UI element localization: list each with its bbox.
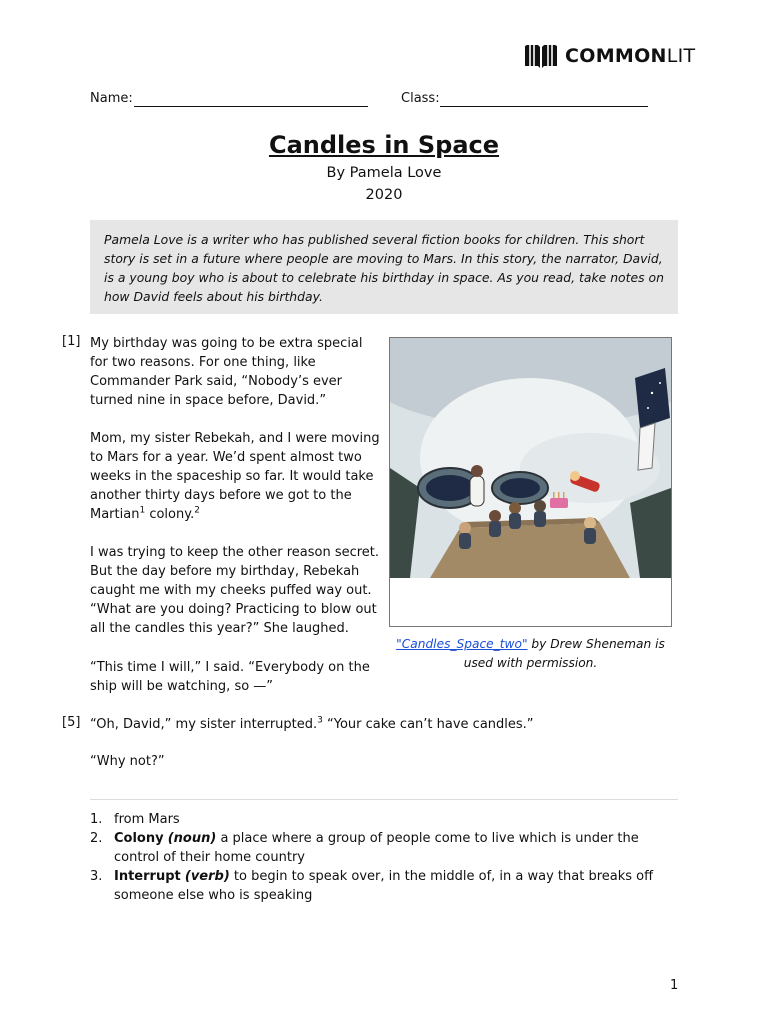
footnote-divider [90, 799, 678, 800]
intro-box [90, 220, 678, 314]
story-illustration [389, 337, 672, 627]
footnote-3: 3. Interrupt (verb) to begin to speak over, in the middle of, in a way that breaks off someone else who is speaking [90, 869, 654, 903]
name-field[interactable] [134, 106, 368, 107]
class-label: Class: [401, 91, 440, 106]
page-title: Candles in Space [268, 131, 500, 159]
page-number: 1 [670, 978, 679, 993]
name-label: Name: [90, 91, 133, 106]
logo-text: COMMONLIT [565, 45, 696, 67]
paragraph-2: Mom, my sister Rebekah, and I were moving to Mars for a year. We’d spent almost two weeks in the spaceship so far. It would take another thirty days before we got to the Martian$^1$ colony.$^2$ [90, 431, 380, 522]
paragraph-5: “Oh, David,” my sister interrupted.$^3$ “Your cake can’t have candles.” [90, 715, 534, 732]
publication-year: 2020 [365, 187, 403, 203]
image-caption: "Candles_Space_two" by Drew Sheneman is used with permission. [396, 637, 665, 670]
footnote-2: 2. Colony (noun) a place where a group of people come to live which is under the control of their home country [90, 831, 639, 865]
footnote-1: 1. from Mars [90, 812, 180, 827]
paragraph-number-5: [5] [62, 715, 81, 730]
paragraph-3: I was trying to keep the other reason secret. But the day before my birthday, Rebekah caught me with my cheeks puffed way out. “What are you doing? Practicing to blow out all the candles this year?” She laughed. [90, 545, 380, 636]
intro-text: Pamela Love is a writer who has published several fiction books for children. This short story is set in a future where people are moving to Mars. In this story, the narrator, David, is a young boy who is about to celebrate his birthday in space. As you read, take notes on how David feels about his birthday. [104, 232, 664, 304]
open-book-icon [523, 42, 559, 70]
author-line: By Pamela Love [326, 165, 442, 181]
commonlit-logo [523, 42, 695, 70]
class-field[interactable] [440, 106, 648, 107]
paragraph-4: “This time I will,” I said. “Everybody on the ship will be watching, so —” [90, 660, 370, 694]
paragraph-number-1: [1] [62, 334, 81, 349]
paragraph-1: My birthday was going to be extra special for two reasons. For one thing, like Commander Park said, “Nobody’s ever turned nine in space before, David.” [90, 336, 363, 408]
image-source-link[interactable]: "Candles_Space_two" [396, 637, 528, 651]
paragraph-6: “Why not?” [90, 754, 165, 769]
